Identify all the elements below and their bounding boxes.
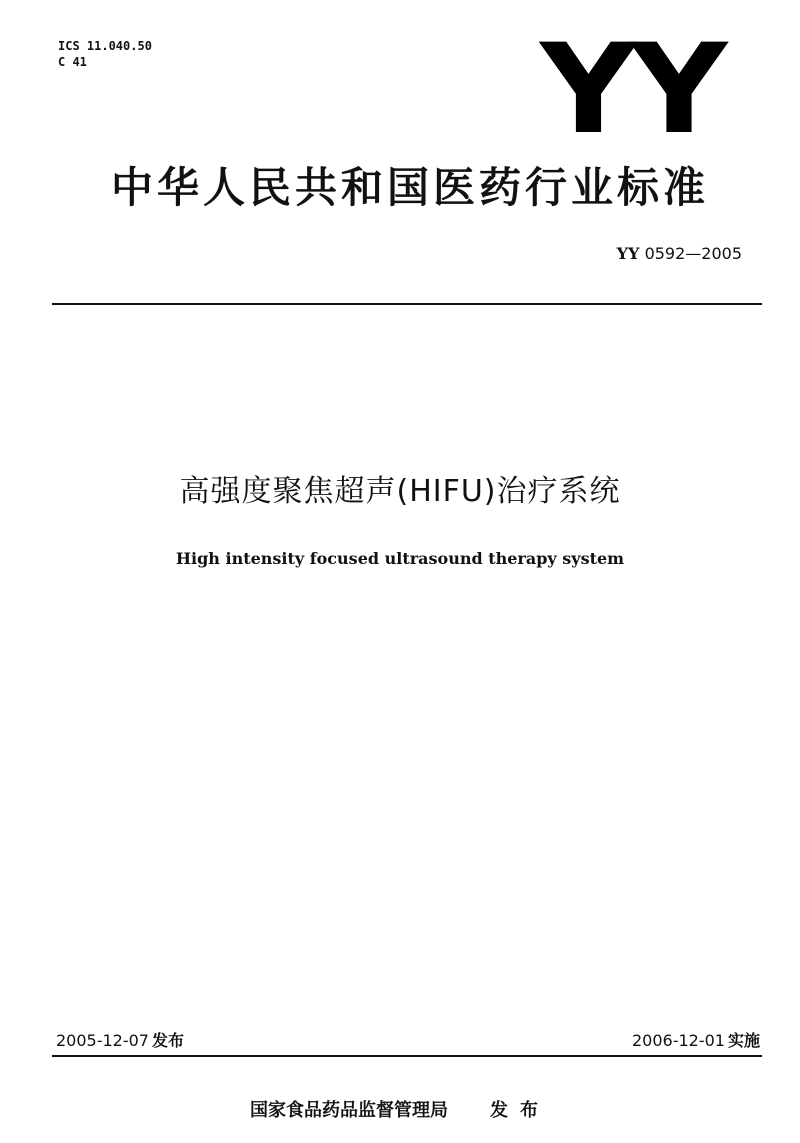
yy-logo: YY <box>540 18 722 162</box>
bottom-divider <box>52 1055 762 1057</box>
classification-block <box>58 38 152 70</box>
effective-label: 实施 <box>727 1031 760 1050</box>
standard-number-prefix: YY <box>616 244 640 263</box>
issue-date: 2005-12-07 <box>56 1031 149 1050</box>
issuer-line <box>0 1098 800 1124</box>
standard-category-heading: 中华人民共和国医药行业标准 <box>110 163 709 212</box>
document-title-en: High intensity focused ultrasound therapy system <box>175 549 625 568</box>
effective-date: 2006-12-01 <box>632 1031 725 1050</box>
standard-number <box>617 244 742 263</box>
issue-label: 发布 <box>151 1031 184 1050</box>
ics-code: ICS 11.040.50 <box>58 39 152 53</box>
effective-date-line <box>632 1030 760 1052</box>
issuer-action: 发布 <box>490 1100 550 1121</box>
standard-number-code: 0592—2005 <box>644 244 742 263</box>
ccs-code: C 41 <box>58 55 87 69</box>
issue-date-line <box>56 1030 184 1052</box>
issuer-name: 国家食品药品监督管理局 <box>250 1100 448 1121</box>
document-title-zh: 高强度聚焦超声(HIFU)治疗系统 <box>179 474 621 509</box>
top-divider <box>52 303 762 305</box>
